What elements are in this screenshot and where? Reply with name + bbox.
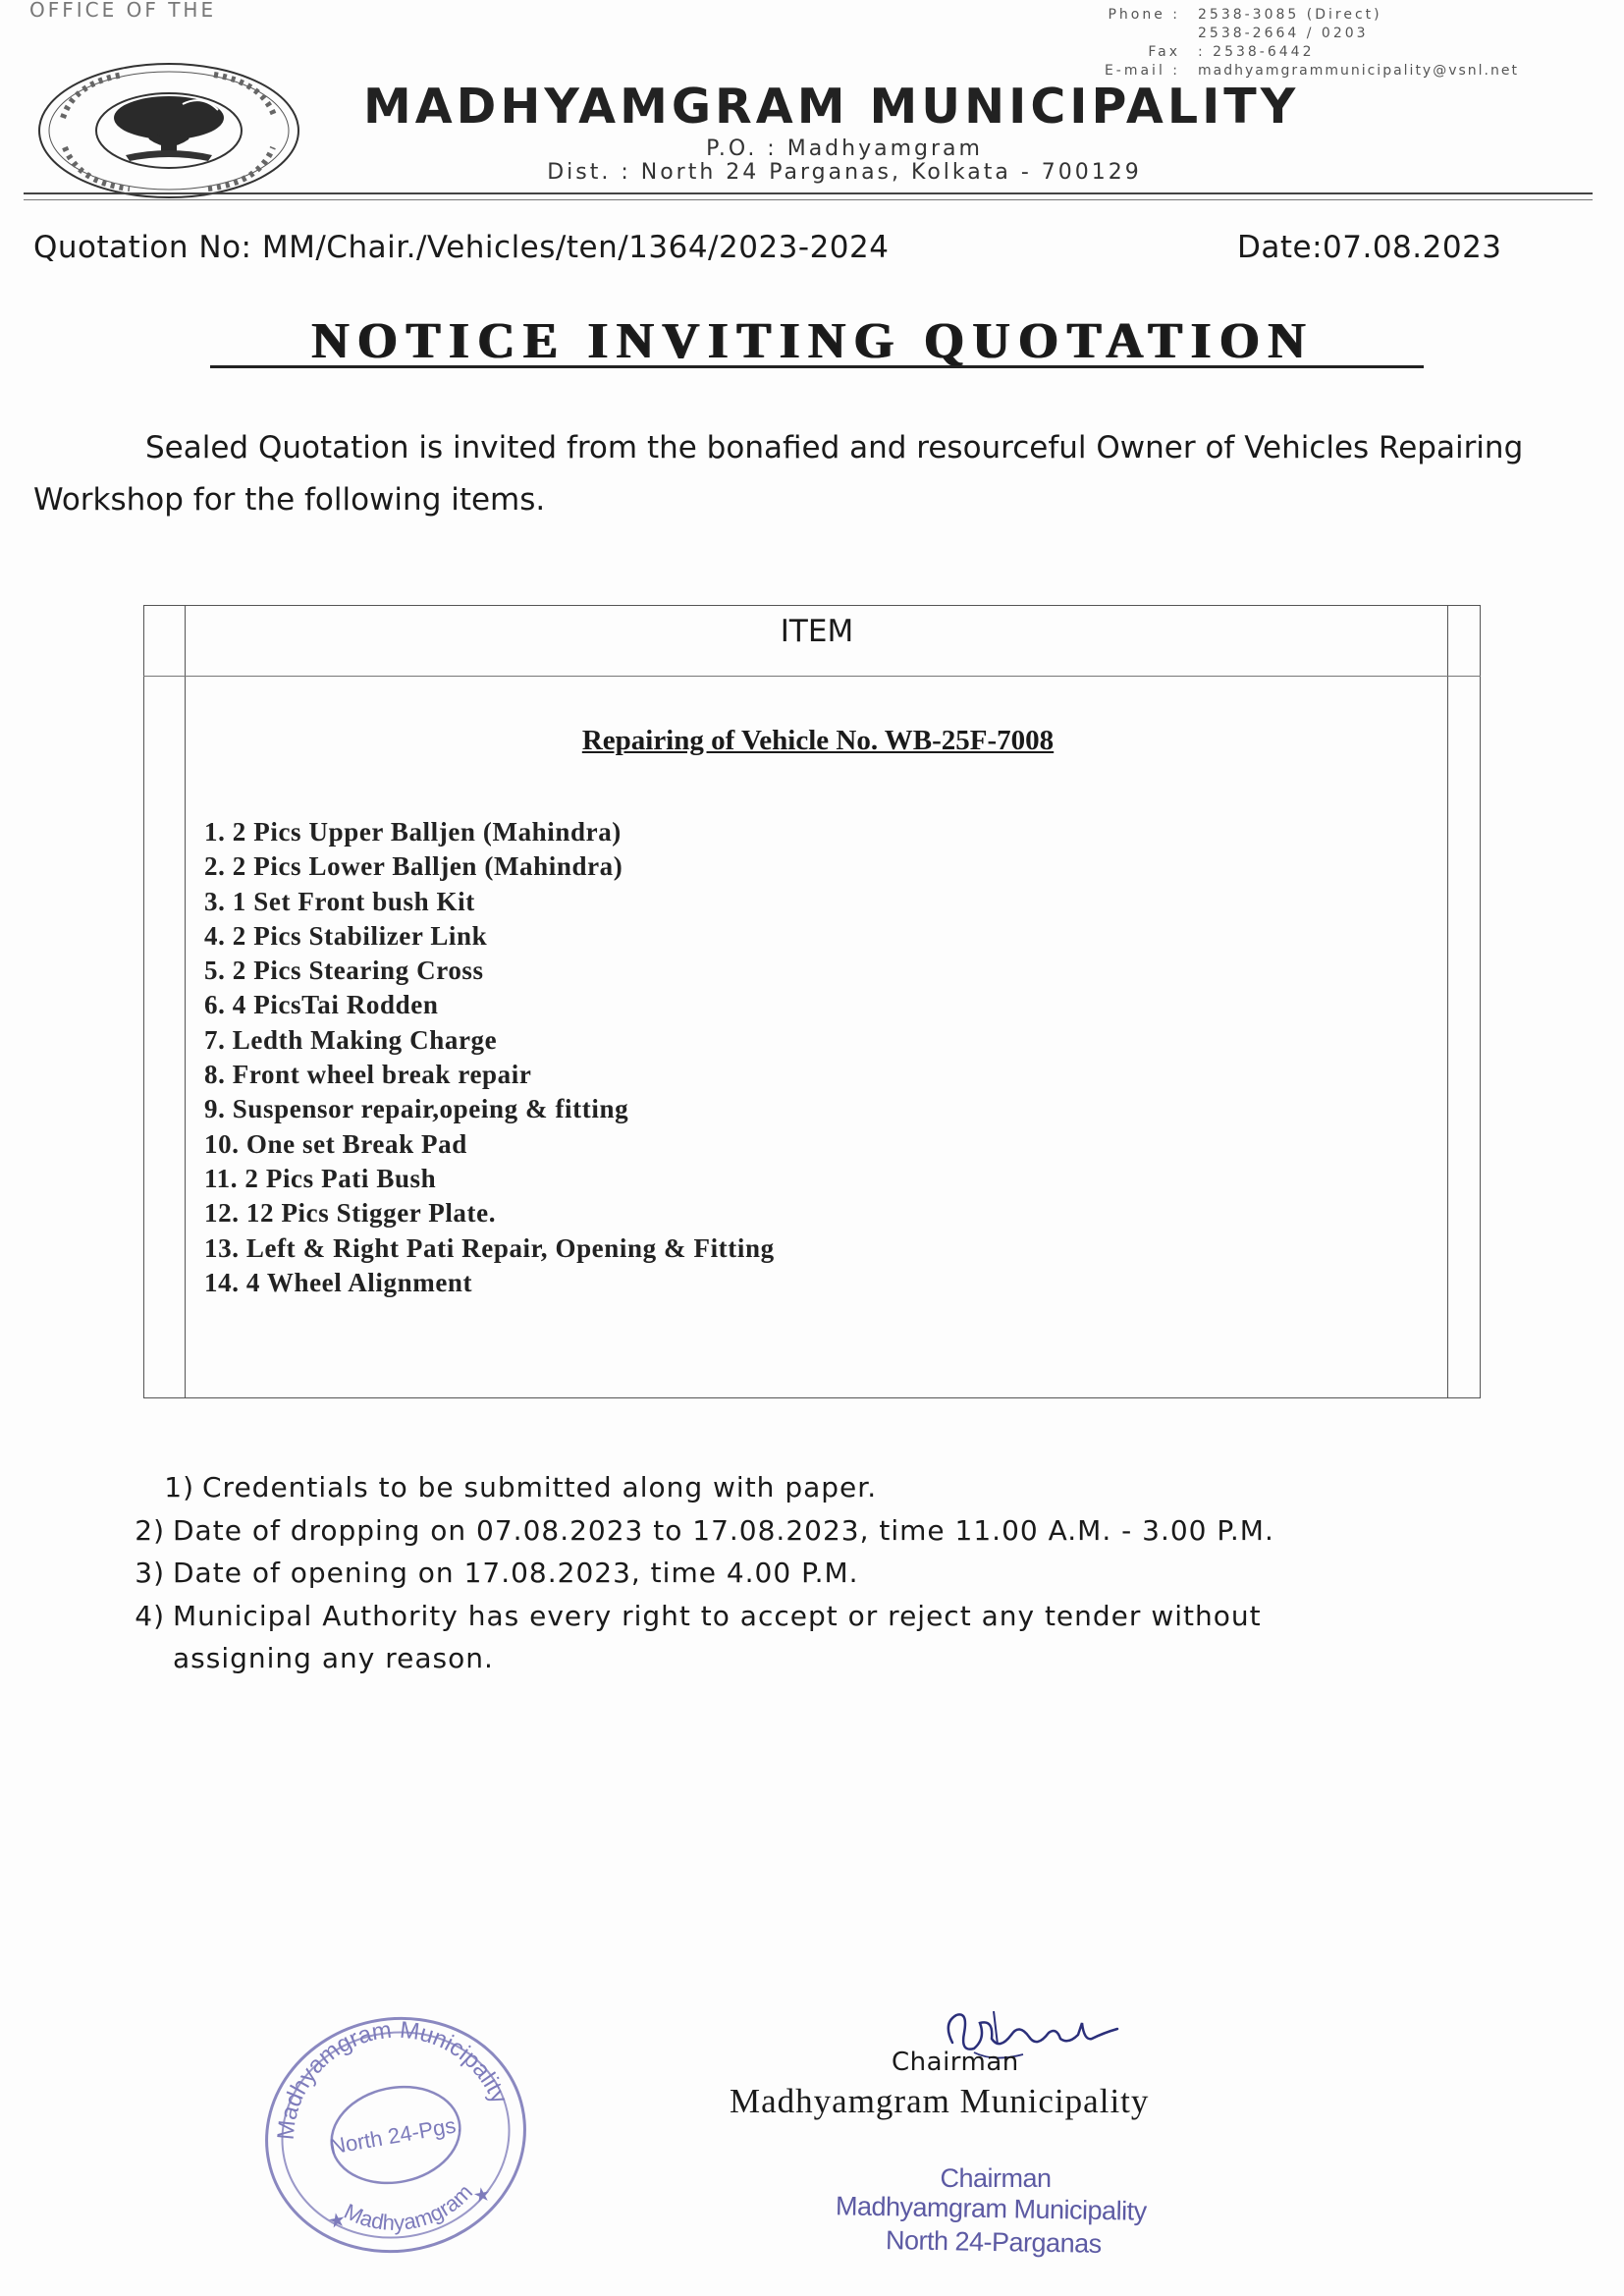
header-rule-thin <box>24 199 1593 200</box>
svg-text:★: ★ <box>326 2209 349 2234</box>
contact-label: E-mail : <box>1104 63 1180 79</box>
contact-value: 2538-3085 (Direct) <box>1198 7 1382 23</box>
list-item: 7. Ledth Making Charge <box>204 1024 498 1055</box>
condition-item <box>118 1595 1551 1638</box>
district-address: Dist. : North 24 Parganas, Kolkata - 700129 <box>547 160 1142 185</box>
post-office: P.O. : Madhyamgram <box>706 137 983 161</box>
signatory-designation: Chairman <box>892 2048 1019 2077</box>
seal-outer-text: Madhyamgram Municipality <box>272 2016 514 2142</box>
contact-label: Fax <box>1148 44 1180 60</box>
condition-item <box>118 1509 1551 1553</box>
condition-number: 3) <box>135 1557 165 1589</box>
office-of-fragment: OFFICE OF THE <box>29 0 217 22</box>
contact-value: 2538-2664 / 0203 <box>1198 26 1369 41</box>
condition-number: 2) <box>135 1513 165 1547</box>
contact-label: Phone : <box>1108 7 1180 23</box>
list-item: 12. 12 Pics Stigger Plate. <box>204 1198 497 1229</box>
contact-block <box>1013 6 1563 81</box>
conditions-list <box>118 1466 1551 1680</box>
stamp-district: North 24-Parganas <box>885 2225 1102 2259</box>
item-list <box>204 815 1284 1300</box>
round-seal-stamp-icon <box>253 2005 538 2259</box>
svg-text:★: ★ <box>471 2183 493 2209</box>
contact-fax-row <box>1013 43 1563 62</box>
title-underline <box>210 365 1424 368</box>
condition-number: 4) <box>135 1599 165 1632</box>
stamp-chairman: Chairman <box>940 2163 1052 2193</box>
condition-text: Municipal Authority has every right to accept or reject any tender without <box>173 1599 1262 1632</box>
contact-phone-row <box>1013 6 1563 25</box>
condition-number: 1) <box>164 1471 194 1503</box>
list-item: 1. 2 Pics Upper Balljen (Mahindra) <box>204 817 622 847</box>
notice-title: NOTICE INVITING QUOTATION <box>310 313 1314 369</box>
list-item: 8. Front wheel break repair <box>204 1060 532 1090</box>
list-item: 9. Suspensor repair,opeing & fitting <box>204 1094 629 1124</box>
condition-text: Date of dropping on 07.08.2023 to 17.08.2023, time 11.00 A.M. - 3.00 P.M. <box>173 1513 1274 1547</box>
list-item: 14. 4 Wheel Alignment <box>204 1267 473 1297</box>
vehicle-title: Repairing of Vehicle No. WB-25F-7008 <box>581 725 1055 756</box>
contact-value: : 2538-6442 <box>1198 44 1315 60</box>
list-item: 3. 1 Set Front bush Kit <box>204 886 475 916</box>
seal-inner-text: North 24-Pgs. <box>328 2111 464 2159</box>
list-item: 10. One set Break Pad <box>204 1128 467 1159</box>
condition-item <box>118 1466 1551 1509</box>
seal-bottom-text: Madhyamgram <box>340 2179 477 2235</box>
condition-item <box>118 1552 1551 1595</box>
intro-paragraph: Sealed Quotation is invited from the bonafied and resourceful Owner of Vehicles Repairing Workshop for the following items. <box>33 430 1524 518</box>
stamp-municipality: Madhyamgram Municipality <box>835 2191 1147 2226</box>
condition-text: assigning any reason. <box>173 1642 494 1674</box>
list-item: 2. 2 Pics Lower Balljen (Mahindra) <box>204 851 623 882</box>
condition-item-continuation <box>118 1637 1551 1680</box>
contact-phone2-row <box>1013 25 1563 43</box>
quotation-number: Quotation No: MM/Chair./Vehicles/ten/1364/2023-2024 <box>33 230 890 265</box>
condition-text: Credentials to be submitted along with paper. <box>202 1471 878 1503</box>
list-item: 5. 2 Pics Stearing Cross <box>204 956 484 986</box>
contact-value: madhyamgrammunicipality@vsnl.net <box>1198 63 1519 79</box>
quotation-date: Date:07.08.2023 <box>1237 230 1502 265</box>
table-header-rule <box>143 676 1481 677</box>
municipality-name: MADHYAMGRAM MUNICIPALITY <box>363 79 1300 135</box>
list-item: 11. 2 Pics Pati Bush <box>204 1163 437 1193</box>
contact-label <box>1013 25 1198 43</box>
list-item: 13. Left & Right Pati Repair, Opening & Fitting <box>204 1232 775 1263</box>
header-rule <box>24 192 1593 194</box>
list-item: 4. 2 Pics Stabilizer Link <box>204 920 488 951</box>
list-item: 6. 4 PicsTai Rodden <box>204 990 439 1020</box>
table-header-item: ITEM <box>780 614 854 649</box>
signatory-organisation: Madhyamgram Municipality <box>730 2082 1150 2120</box>
condition-text: Date of opening on 17.08.2023, time 4.00 P.M. <box>173 1557 859 1589</box>
